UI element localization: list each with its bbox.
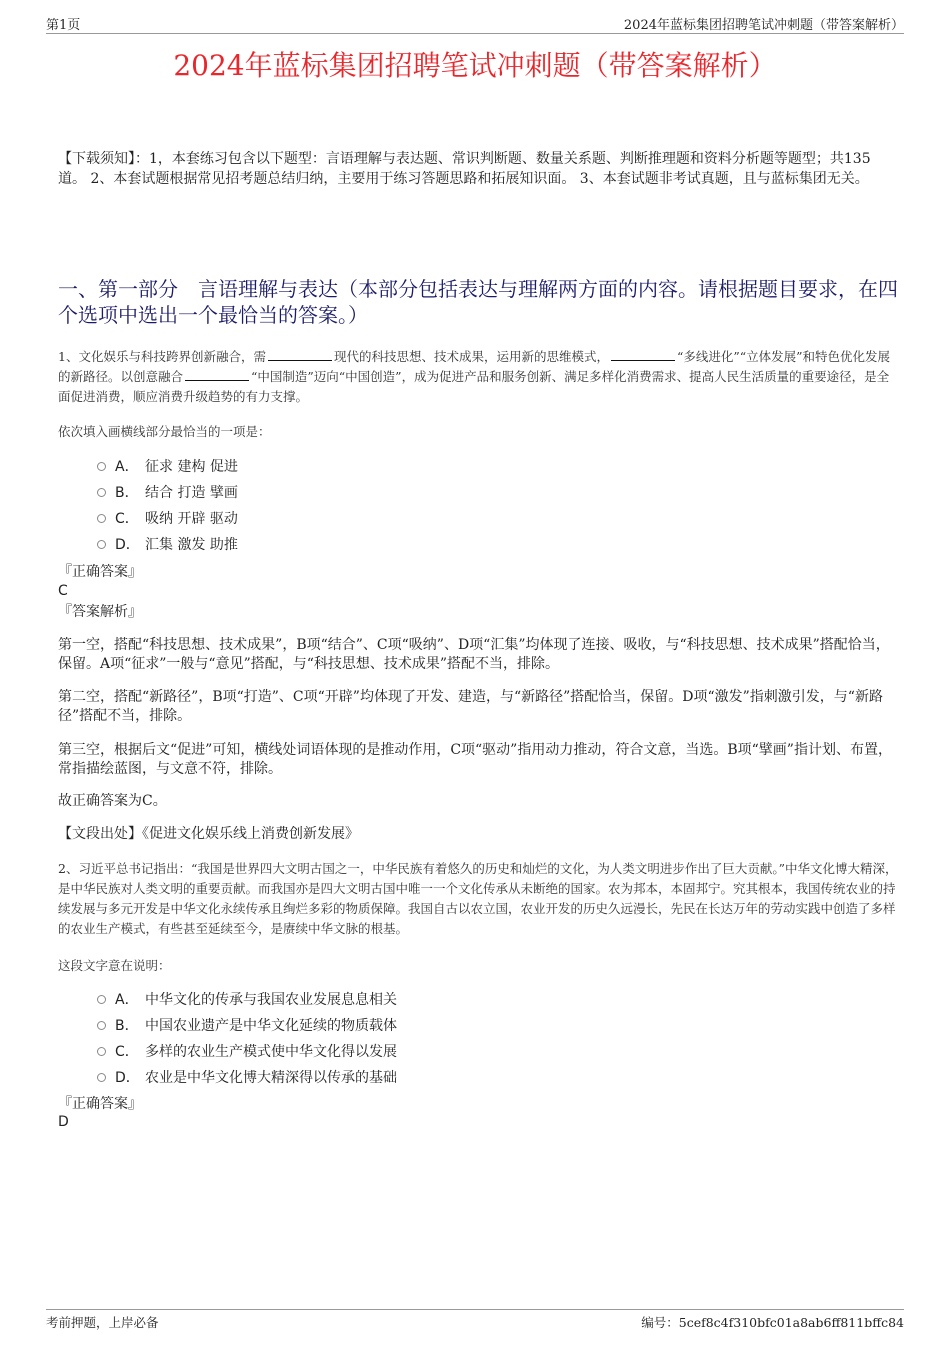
download-notice: 【下载须知】：1，本套练习包含以下题型：言语理解与表达题、常识判断题、数量关系题、判断推理题和资料分析题等题型；共135道。 2、本套试题根据常见招考题总结归纳，主要用于练习答题思路和拓展知识面。 3、本套试题非考试真题，且与蓝标集团无关。 [58, 151, 871, 187]
q2-stem: 2、习近平总书记指出：“我国是世界四大文明古国之一，中华民族有着悠久的历史和灿烂的文化，为人类文明进步作出了巨大贡献。”中华文化博大精深，是中华民族对人类文明的重要贡献。而我国亦是四大文明古国中唯一一个文化传承从未断绝的国家。农为邦本，本固邦宁。究其根本，我国传统农业的持续发展与多元开发是中华文化永续传承且绚烂多彩的物质保障。我国自古以农立国，农业开发的历史久远漫长，先民在长达万年的劳动实践中创造了多样的农业生产模式，有些甚至延续至今，是赓续中华文脉的根基。 [58, 861, 898, 936]
header-doc-title: 2024年蓝标集团招聘笔试冲刺题（带答案解析） [623, 18, 904, 33]
section-title: 一、第一部分 言语理解与表达（本部分包括表达与理解两方面的内容。请根据题目要求，在四个选项中选出一个最恰当的答案。） [58, 277, 898, 327]
q1-analysis-3: 第三空，根据后文“促进”可知，横线处词语体现的是推动作用，C项“驱动”指用动力推动，符合文意，当选。B项“擘画”指计划、布置，常指描绘蓝图，与文意不符，排除。 [58, 742, 892, 777]
header-divider [46, 33, 904, 34]
q1-analysis-1: 第一空，搭配“科技思想、技术成果”，B项“结合”、C项“吸纳”、D项“汇集”均体现了连接、吸收，与“科技思想、技术成果”搭配恰当，保留。A项“征求”一般与“意见”搭配，与“科技思想、技术成果”搭配不当，排除。 [58, 637, 890, 672]
footer-slogan: 考前押题，上岸必备 [46, 1315, 159, 1330]
q1-option-d[interactable]: D． 汇集 激发 助推 [97, 531, 697, 557]
radio-icon[interactable] [97, 462, 106, 471]
q2-prompt: 这段文字意在说明： [58, 958, 171, 973]
q2-option-b[interactable]: B． 中国农业遗产是中华文化延续的物质载体 [97, 1012, 697, 1038]
radio-icon[interactable] [97, 488, 106, 497]
q2-options [97, 986, 697, 1090]
footer-serial: 编号：5cef8c4f310bfc01a8ab6ff811bffc84 [641, 1315, 904, 1330]
q2-option-a[interactable]: A． 中华文化的传承与我国农业发展息息相关 [97, 986, 697, 1012]
radio-icon[interactable] [97, 1073, 106, 1082]
q1-source: 【文段出处】《促进文化娱乐线上消费创新发展》 [58, 826, 359, 842]
q2-answer: D [58, 1114, 69, 1130]
q1-analysis-2: 第二空，搭配“新路径”，B项“打造”、C项“开辟”均体现了开发、建造，与“新路径”搭配恰当，保留。D项“激发”指刺激引发，与“新路径”搭配不当，排除。 [58, 689, 883, 724]
q1-analysis-label: 『答案解析』 [58, 604, 142, 620]
q1-blank-2 [611, 348, 675, 361]
q1-blank-3 [185, 368, 249, 381]
q1-blank-1 [268, 348, 332, 361]
radio-icon[interactable] [97, 1021, 106, 1030]
footer-divider [46, 1309, 904, 1310]
radio-icon[interactable] [97, 995, 106, 1004]
q1-options [97, 453, 697, 557]
q2-answer-label: 『正确答案』 [58, 1096, 142, 1112]
q1-answer: C [58, 583, 68, 599]
page-title: 2024年蓝标集团招聘笔试冲刺题（带答案解析） [173, 49, 777, 82]
radio-icon[interactable] [97, 1047, 106, 1056]
radio-icon[interactable] [97, 514, 106, 523]
q1-option-a[interactable]: A． 征求 建构 促进 [97, 453, 697, 479]
q1-prompt: 依次填入画横线部分最恰当的一项是： [58, 424, 271, 439]
radio-icon[interactable] [97, 540, 106, 549]
q1-stem: 1、文化娱乐与科技跨界创新融合，需 现代的科技思想、技术成果，运用新的思维模式， “多线进化”“立体发展”和特色优化发展的新路径。以创意融合 “中国制造”迈向“中国创造”，成为促进产品和服务创新、满足多样化消费需求、提高人民生活质量的重要途径，是全面促进消费，顺应消费升级趋势的有力支撑。 [58, 349, 891, 404]
q2-option-d[interactable]: D． 农业是中华文化博大精深得以传承的基础 [97, 1064, 697, 1090]
q1-analysis-conclusion: 故正确答案为C。 [58, 793, 167, 809]
q1-answer-label: 『正确答案』 [58, 564, 142, 580]
header-page-number: 第1页 [46, 18, 81, 33]
q1-option-b[interactable]: B． 结合 打造 擘画 [97, 479, 697, 505]
q2-option-c[interactable]: C． 多样的农业生产模式使中华文化得以发展 [97, 1038, 697, 1064]
q1-option-c[interactable]: C． 吸纳 开辟 驱动 [97, 505, 697, 531]
